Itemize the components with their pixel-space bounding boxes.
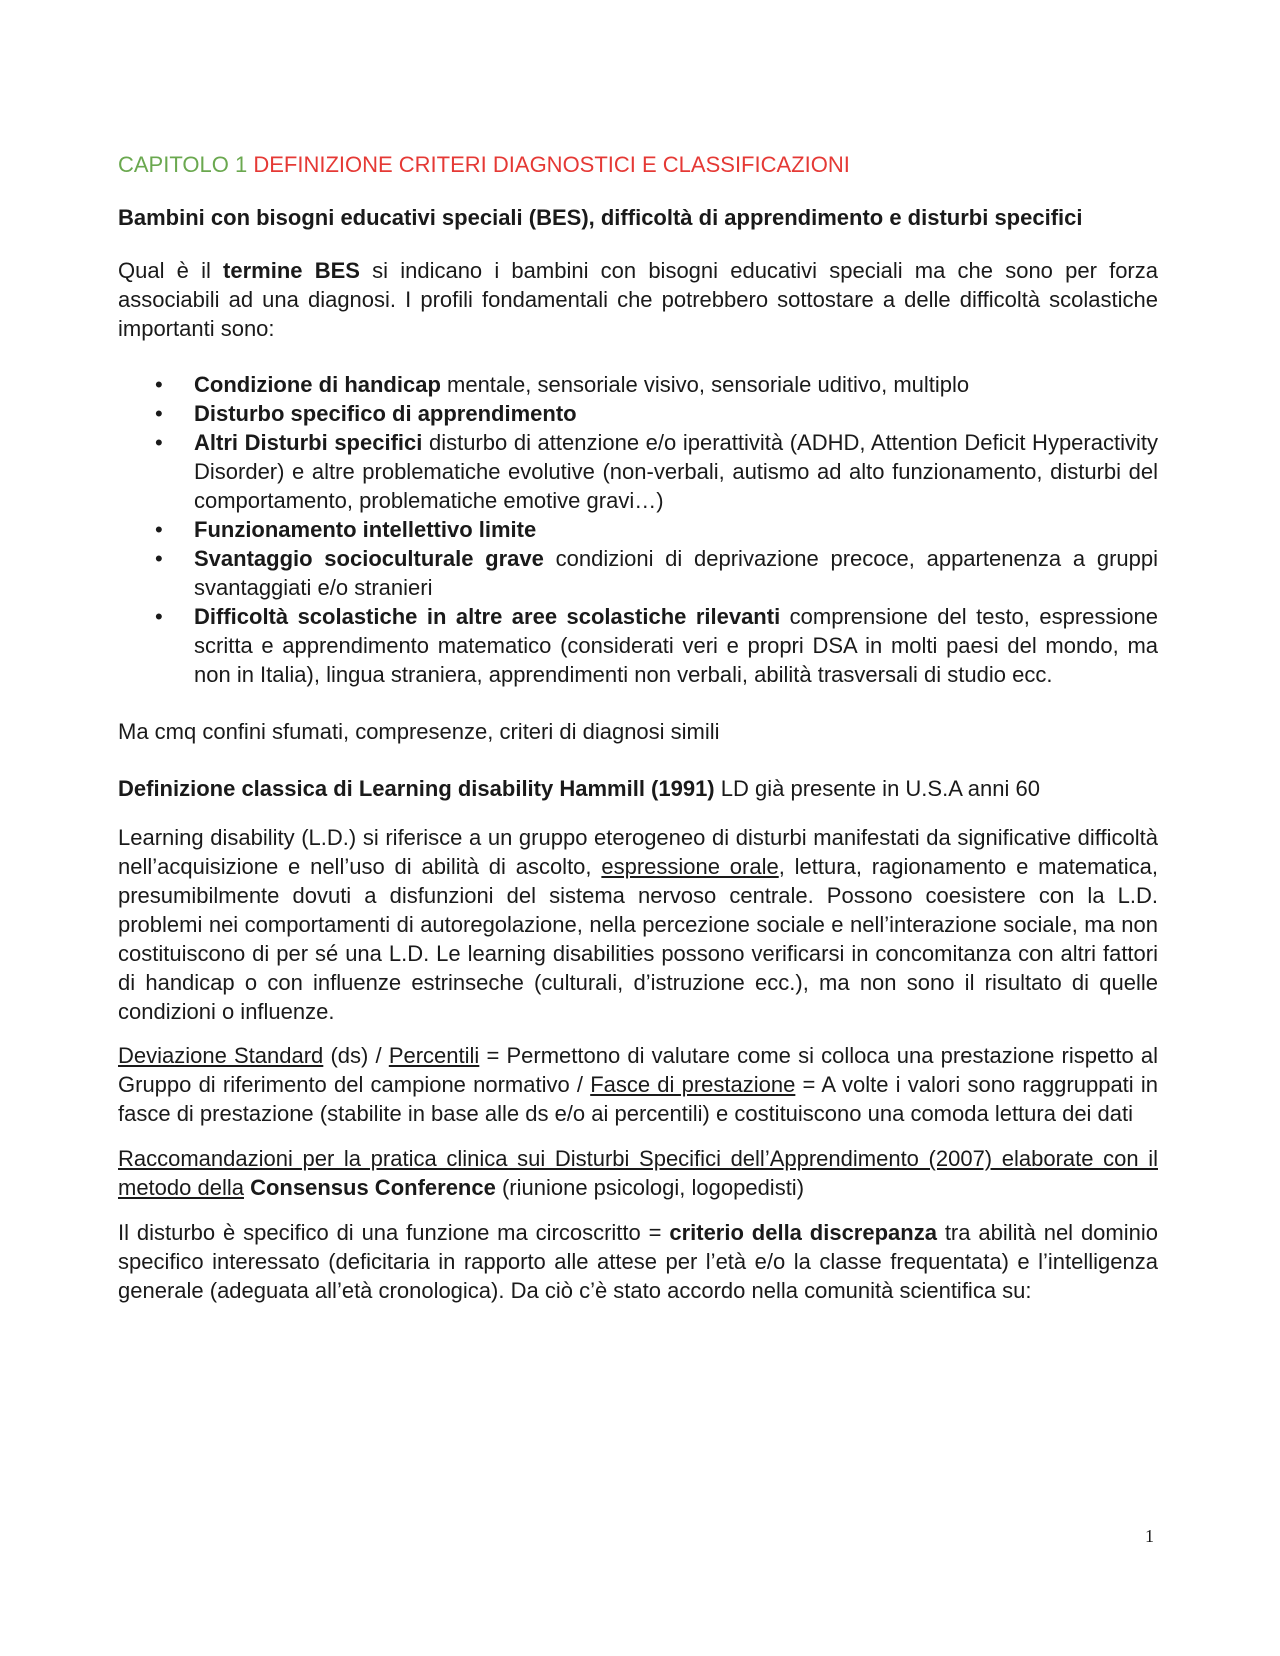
list-item-bold: Funzionamento intellettivo limite xyxy=(194,517,537,542)
bullet-icon: • xyxy=(155,546,163,571)
chapter-number: CAPITOLO 1 xyxy=(118,152,248,177)
hammill-text: LD già presente in U.S.A anni 60 xyxy=(714,776,1040,801)
intro-text-pre: Qual è il xyxy=(118,258,224,283)
chapter-title: DEFINIZIONE CRITERI DIAGNOSTICI E CLASSIFICAZIONI xyxy=(253,152,850,177)
list-item-bold: Condizione di handicap xyxy=(194,372,441,397)
document-page xyxy=(118,138,1158,1305)
deviazione-text-2: = Permettono di valutare come si colloca una prestazione rispetto al Gruppo di riferimento del campione normativo / xyxy=(118,1043,1158,1097)
section-title: Bambini con bisogni educativi speciali (BES), difficoltà di apprendimento e disturbi specifici xyxy=(118,205,1083,230)
list-item xyxy=(118,428,1158,515)
intro-paragraph xyxy=(118,256,1158,343)
consensus-conference: Consensus Conference xyxy=(250,1175,496,1200)
list-item-bold: Difficoltà scolastiche in altre aree scolastiche rilevanti xyxy=(194,604,781,629)
ld-text-part2: , lettura, ragionamento e matematica, presumibilmente dovuti a disfunzioni del sistema nervoso centrale. Possono coesistere con la L.D. problemi nei comportamenti di autoregolazione, nella percezione sociale e nell’interazione sociale, ma non costituiscono di per sé una L.D. Le learning disabilities possono verificarsi in concomitanza con altri fattori di handicap o con influenze estrinseche (culturali, d’istruzione ecc.), ma non sono il risultato di quelle condizioni o influenze. xyxy=(118,854,1158,1024)
criterio-discrepanza: criterio della discrepanza xyxy=(669,1220,937,1245)
term-deviazione-standard: Deviazione Standard xyxy=(118,1043,324,1068)
bullet-icon: • xyxy=(155,604,163,629)
bullet-icon: • xyxy=(155,401,163,426)
term-percentili: Percentili xyxy=(388,1043,480,1068)
ld-definition-paragraph xyxy=(118,823,1158,1026)
list-item-bold: Disturbo specifico di apprendimento xyxy=(194,401,577,426)
page-number: 1 xyxy=(1145,1526,1154,1546)
list-item-text: comprensione del testo, espressione scritta e apprendimento matematico (considerati veri e propri DSA in molti paesi del mondo, ma non in Italia), lingua straniera, apprendimenti non verbali, abilità trasversali di studio ecc. xyxy=(194,604,1158,687)
raccomandazioni-text: (riunione psicologi, logopedisti) xyxy=(495,1175,805,1200)
disturbo-paragraph xyxy=(118,1218,1158,1305)
deviazione-text-1: (ds) / xyxy=(323,1043,389,1068)
ld-underlined-term: espressione orale xyxy=(601,854,779,879)
bullet-icon: • xyxy=(155,372,163,397)
list-item xyxy=(118,370,1158,399)
disturbo-text-post: tra abilità nel dominio specifico interessato (deficitaria in rapporto alle attese per l’età e/o la classe frequentata) e l’intelligenza generale (adeguata all’età cronologica). Da ciò c’è stato accordo nella comunità scientifica su: xyxy=(118,1220,1158,1303)
bullet-icon: • xyxy=(155,430,163,455)
deviazione-text-3: = A volte i valori sono raggruppati in fasce di prestazione (stabilite in base alle ds e/o ai percentili) e costituiscono una comoda lettura dei dati xyxy=(118,1072,1158,1126)
list-item-text: disturbo di attenzione e/o iperattività (ADHD, Attention Deficit Hyperactivity Disorder) e altre problematiche evolutive (non-verbali, autismo ad alto funzionamento, disturbi del comportamento, problematiche emotive gravi…) xyxy=(194,430,1158,513)
hammill-heading: Definizione classica di Learning disability Hammill (1991) xyxy=(118,776,715,801)
profiles-list xyxy=(118,370,1158,689)
intro-term-bes: termine BES xyxy=(223,258,360,283)
raccomandazioni-paragraph xyxy=(118,1144,1158,1202)
list-item xyxy=(118,544,1158,602)
ld-text-part1: Learning disability (L.D.) si riferisce a un gruppo eterogeneo di disturbi manifestati da significative difficoltà nell’acquisizione e nell’uso di abilità di ascolto, xyxy=(118,825,1158,879)
list-item xyxy=(118,399,1158,428)
raccomandazioni-underlined: Raccomandazioni per la pratica clinica sui Disturbi Specifici dell’Apprendimento (2007) elaborate con il metodo della xyxy=(118,1146,1158,1200)
confini-paragraph: Ma cmq confini sfumati, compresenze, criteri di diagnosi simili xyxy=(118,719,720,744)
hammill-paragraph xyxy=(118,774,1158,803)
list-item xyxy=(118,515,1158,544)
list-item-bold: Altri Disturbi specifici xyxy=(194,430,423,455)
intro-text-post: si indicano i bambini con bisogni educativi speciali ma che sono per forza associabili ad una diagnosi. I profili fondamentali che potrebbero sottostare a delle difficoltà scolastiche importanti sono: xyxy=(118,258,1158,341)
list-item-text: mentale, sensoriale visivo, sensoriale uditivo, multiplo xyxy=(440,372,970,397)
list-item-bold: Svantaggio socioculturale grave xyxy=(194,546,544,571)
list-item-text: condizioni di deprivazione precoce, appartenenza a gruppi svantaggiati e/o stranieri xyxy=(194,546,1158,600)
list-item xyxy=(118,602,1158,689)
deviazione-paragraph xyxy=(118,1041,1158,1128)
term-fasce-prestazione: Fasce di prestazione xyxy=(590,1072,796,1097)
chapter-heading xyxy=(118,150,1158,179)
bullet-icon: • xyxy=(155,517,163,542)
disturbo-text-pre: Il disturbo è specifico di una funzione ma circoscritto = xyxy=(118,1220,670,1245)
